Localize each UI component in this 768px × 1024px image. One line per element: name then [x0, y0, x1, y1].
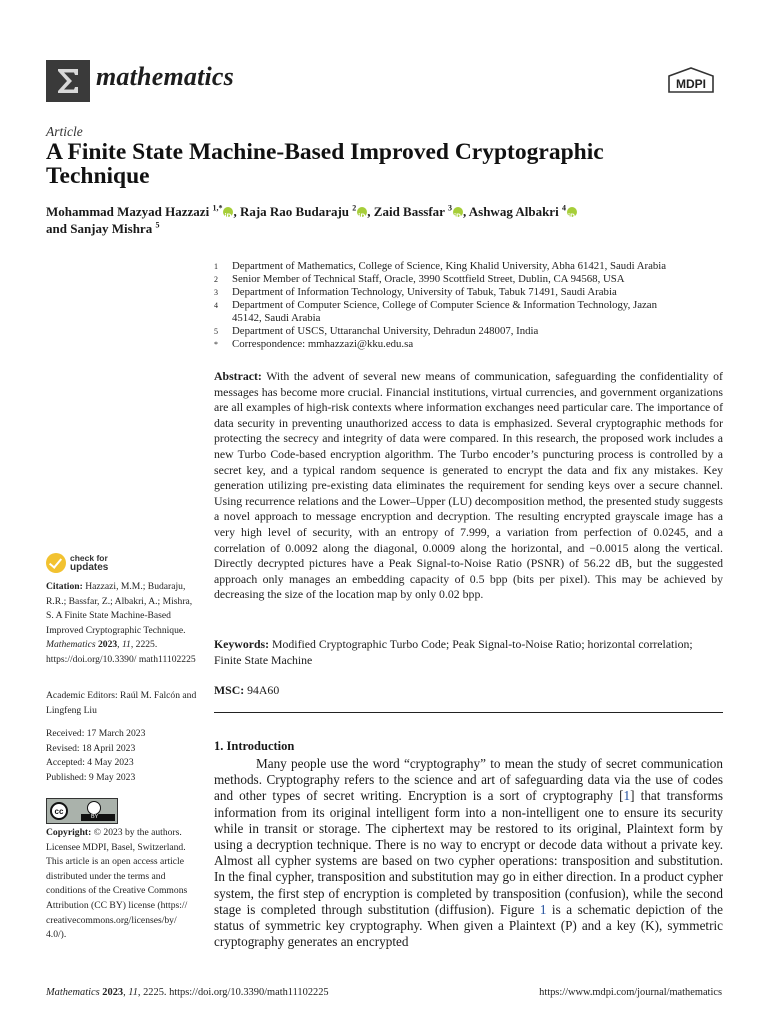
sigma-icon	[53, 66, 83, 96]
footer-journal: Mathematics	[46, 987, 100, 998]
author-name: Zaid Bassfar	[373, 204, 445, 219]
orcid-icon[interactable]	[453, 207, 463, 217]
author-name: Mohammad Mazyad Hazzazi	[46, 204, 210, 219]
affiliations	[214, 260, 724, 351]
msc	[214, 683, 279, 698]
keywords	[214, 637, 723, 668]
accepted-date: Accepted: 4 May 2023	[46, 757, 134, 769]
check-icon	[46, 553, 66, 573]
copyright-block	[46, 826, 198, 943]
section-heading: 1. Introduction	[214, 739, 295, 753]
check-line1: check for	[70, 553, 108, 563]
figure-link[interactable]: 1	[539, 901, 547, 917]
journal-logo	[46, 60, 90, 102]
citation-block: Citation: Hazzazi, M.M.; Budaraju, R.R.; Bassfar, Z.; Albakri, A.; Mishra, S. A Finite State Machine-Based Improved Cryptographic Technique. Mathematics 2023, 11, 2225. https://doi.org/10.3390/ math11102225	[46, 581, 196, 665]
copyright-label: Copyright:	[46, 827, 92, 838]
cc-by-license-badge[interactable]	[46, 798, 118, 824]
journal-name: mathematics	[96, 62, 234, 91]
affiliation-item: 2 Senior Member of Technical Staff, Oracle, 3990 Scottfield Street, Dublin, CA 94568, USA	[214, 273, 625, 285]
footer-url[interactable]: https://www.mdpi.com/journal/mathematics	[539, 987, 722, 998]
citation-year: 2023	[97, 639, 118, 651]
mdpi-logo[interactable]	[663, 66, 719, 101]
academic-editors: Academic Editors: Raúl M. Falcón and Lingfeng Liu	[46, 690, 197, 716]
orcid-icon[interactable]	[567, 207, 577, 217]
author-name: Ashwag Albakri	[468, 204, 559, 219]
author-name: Raja Rao Budaraju	[239, 204, 350, 219]
article-title: A Finite State Machine-Based Improved Cryptographic Technique	[46, 139, 604, 189]
citation-journal: Mathematics	[46, 639, 96, 651]
footer-doi[interactable]: , 2225. https://doi.org/10.3390/math11102225	[137, 987, 329, 998]
received-date: Received: 17 March 2023	[46, 728, 146, 739]
affiliation-item: 5 Department of USCS, Uttaranchal University, Dehradun 248007, India	[214, 325, 539, 337]
citation-volume: 11	[121, 639, 131, 651]
footer-volume: 11	[128, 987, 138, 998]
author-sup: 2	[352, 203, 357, 213]
msc-label: MSC:	[214, 683, 245, 697]
section-divider	[214, 712, 723, 713]
keywords-label: Keywords:	[214, 637, 270, 651]
copyright-text: © 2023 by the authors. Licensee MDPI, Basel, Switzerland. This article is an open access article distributed under the terms and conditions of the Creative Commons Attribution (CC BY) license (https:// creativecommons.org/licenses/by/ 4.0/).	[46, 827, 188, 941]
abstract	[214, 369, 723, 603]
msc-text: 94A60	[247, 683, 280, 697]
citation-label: Citation:	[46, 581, 83, 592]
author-sup: 1,*	[212, 203, 223, 213]
affiliation-item: 3 Department of Information Technology, University of Tabuk, Tabuk 71491, Saudi Arabia	[214, 286, 617, 298]
keywords-text: Modified Cryptographic Turbo Code; Peak Signal-to-Noise Ratio; horizontal correlation; Finite State Machine	[214, 637, 693, 667]
affiliation-item: 4 Department of Computer Science, College of Computer Science & Information Technology, Jazan 45142, Saudi Arabia	[214, 299, 657, 324]
author-sup: 5	[155, 220, 160, 230]
orcid-icon[interactable]	[357, 207, 367, 217]
attribution-icon	[87, 801, 101, 815]
publisher-name: MDPI	[676, 77, 706, 91]
abstract-text: With the advent of several new means of communication, safeguarding the confidentiality of messages has become more crucial. Financial institutions, virtual currencies, and government organizations are all examples of high-risk contexts where information exchanges need particular care. The importance of data security in preventing unauthorized access to data is emphasized. Several cryptographic methods for protecting the secrecy and integrity of data were compared. In this research, the proposed work includes a new Turbo Code-based encryption algorithm. The Turbo encoder’s puncturing process is controlled by a secret key, and a typical random sequence is generated to encrypt the data and fix any mistakes. Key generation utilizing pre-existing data eliminates the requirement for sending keys over a secure channel. Using recurrence relations and the Lower–Upper (LU) decomposition method, the presented study suggests a novel approach to message encryption and decryption. The resulting encrypted grayscale image has a very high level of security, with an entropy of 7.999, a variation from perfection of 0.0245, and a correlation of 0.0092 along the diagonal, 0.0009 along the horizontal, and −0.0015 along the vertical. Directly decrypted pictures have a Peak Signal-to-Noise Ratio (PSNR) of 56.22 dB, but the suggested approach only manages an embedding capacity of 0.5 bpp (bits per pixel). This may be achieved by decreasing the size of the location map by only 0.02 bpp.	[214, 369, 723, 602]
check-for-updates[interactable]	[46, 553, 108, 573]
affiliation-item: 1 Department of Mathematics, College of Science, King Khalid University, Abha 61421, Saudi Arabia	[214, 260, 667, 272]
citation-link[interactable]: 1	[623, 788, 631, 804]
article-type: Article	[46, 124, 83, 139]
check-line2: updates	[70, 562, 109, 573]
correspondence: * Correspondence: mmhazzazi@kku.edu.sa	[214, 338, 414, 350]
author-sup: 4	[561, 203, 566, 213]
introduction-text: Many people use the word “cryptography” to mean the study of secret communication methods. Cryptography refers to the science and art of safeguarding data via the use of codes and other types of secret writing. Encryption is a sort of cryptography [1] that transforms information from its original intelligent form into a non-intelligent one to ensure its security while in transit or storage. The ciphertext may be restored to its original, Plaintext form by using a decryption technique. There is no way to encrypt or decode data without a private key. Almost all cypher systems are based on two cypher operations: transposition and substitution. In the final cypher, transposition and substitution may go in either direction. In a product cypher system, the first step of encryption is completed by transposition (confusion), while the second stage is completed through substitution (diffusion). Figure 1 is a schematic depiction of the status of symmetric key cryptography. When given a Plaintext (P) and a key (K), symmetric cryptography generates an encrypted	[214, 756, 723, 950]
abstract-label: Abstract:	[214, 369, 262, 383]
citation-doi[interactable]: , 2225. https://doi.org/10.3390/ math11102225	[46, 639, 196, 665]
cc-by-text: BY	[91, 814, 99, 820]
footer-year: 2023	[102, 987, 124, 998]
dates-block	[46, 727, 198, 785]
author-list: Mohammad Mazyad Hazzazi $^{1,*}$iD , Raja Rao Budaraju $^2$iD , Zaid Bassfar $^3$iD , Ashwag Albakri $^4$iD and Sanjay Mishra $^5$	[46, 203, 726, 237]
author-name: Sanjay Mishra	[70, 221, 153, 236]
author-sup: 3	[447, 203, 452, 213]
footer-citation: Mathematics 2023, 11, 2225. https://doi.org/10.3390/math11102225	[46, 987, 329, 998]
cc-icon: cc	[50, 802, 68, 820]
published-date: Published: 9 May 2023	[46, 771, 136, 783]
revised-date: Revised: 18 April 2023	[46, 742, 136, 754]
orcid-icon[interactable]	[223, 207, 233, 217]
